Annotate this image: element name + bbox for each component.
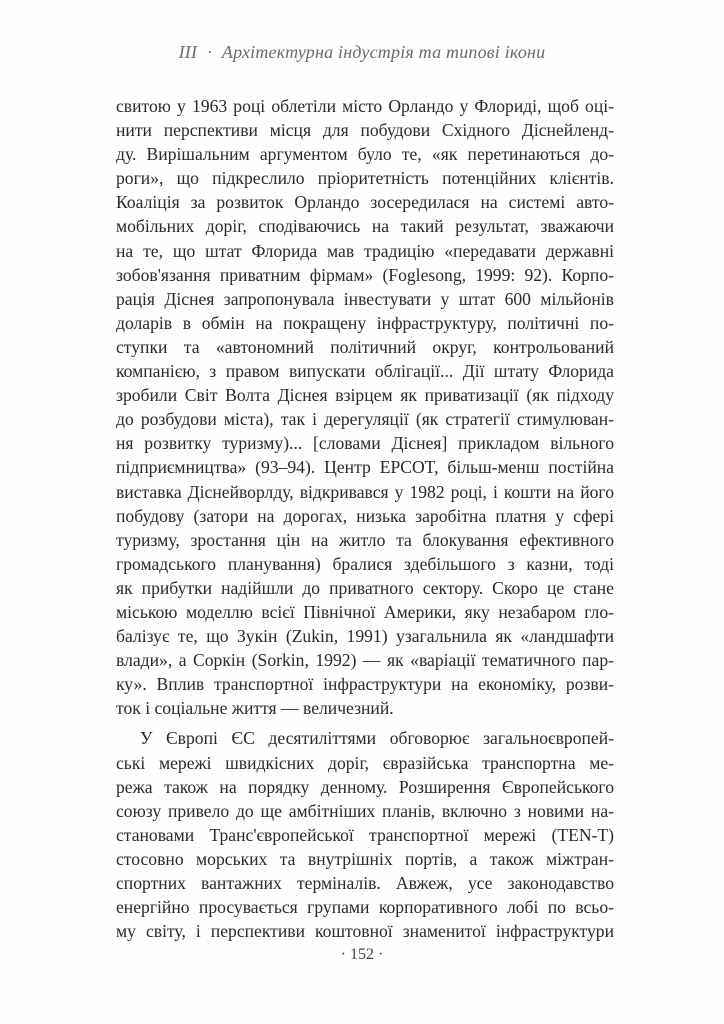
text-line: Коаліція за розвиток Орландо зосередилася на системі авто-: [116, 192, 614, 213]
text-line: громадського планування) бралися здебільшого з казни, тоді: [116, 553, 614, 574]
text-line: зробили Світ Волта Діснея взірцем як приватизації (як підходу: [116, 385, 614, 406]
text-line: ку». Вплив транспортної інфраструктури на економіку, розви-: [116, 674, 614, 695]
text-line: зобов'язання приватним фірмам» (Foglesong, 1999: 92). Корпо-: [116, 264, 614, 285]
text-line: як прибутки надійшли до приватного сектору. Скоро це стане: [116, 577, 614, 598]
text-line: енергійно просувається групами корпоративного лобі по всьо-: [116, 897, 614, 918]
running-head-separator: ·: [207, 42, 212, 62]
text-line: му світу, і перспективи коштовної знаменитої інфраструктури: [116, 921, 614, 942]
paragraph: [116, 94, 614, 720]
text-line: компанією, з правом випускати облігації... Дії штату Флорида: [116, 361, 614, 382]
text-line: ські мережі швидкісних доріг, євразійська транспортна ме-: [116, 752, 614, 773]
text-line: до розбудови міста), так і дерегуляції (як стратегії стимулюван-: [116, 409, 614, 430]
text-line: підприємництва» (93–94). Центр EPCOT, більш-менш постійна: [116, 457, 614, 478]
text-line: ступки та «автономний політичний округ, контрольований: [116, 336, 614, 357]
text-line: У Європі ЄС десятиліттями обговорює загальноєвропей-: [140, 728, 614, 749]
paragraph: [116, 726, 614, 943]
text-line: на те, що штат Флорида мав традицію «передавати державні: [116, 240, 614, 261]
text-line: нити перспективи місця для побудови Східного Діснейленд-: [116, 120, 614, 141]
chapter-title: Архітектурна індустрія та типові ікони: [221, 42, 546, 62]
text-line: побудову (затори на дорогах, низька заробітна платня у сфері: [116, 505, 614, 526]
running-head: [0, 42, 724, 63]
page-number: · 152 ·: [340, 946, 384, 963]
text-line: влади», а Соркін (Sorkin, 1992) — як «варіації тематичного пар-: [116, 650, 614, 671]
text-line: ток і соціальне життя — величезний.: [116, 698, 394, 719]
text-line: туризму, зростання цін на житло та блокування ефективного: [116, 529, 614, 550]
text-line: стосовно морських та внутрішніх портів, а також міжтран-: [116, 848, 614, 869]
text-line: союзу привело до ще амбітніших планів, включно з новими на-: [116, 800, 614, 821]
text-line: ду. Вирішальним аргументом було те, «як перетинаються до-: [116, 144, 614, 165]
chapter-number: III: [178, 42, 198, 62]
body-text: [116, 94, 614, 943]
text-line: становами Транс'європейської транспортної мережі (TEN-T): [116, 824, 614, 845]
text-line: балізує те, що Зукін (Zukin, 1991) узагальнила як «ландшафти: [116, 626, 614, 647]
text-line: рація Діснея запропонувала інвестувати у штат 600 мільйонів: [116, 288, 614, 309]
text-line: режа також на порядку денному. Розширення Європейського: [116, 776, 614, 797]
text-line: виставка Діснейворлду, відкривався у 1982 році, і кошти на його: [116, 481, 614, 502]
text-line: спортних вантажних терміналів. Авжеж, усе законодавство: [116, 873, 614, 893]
text-line: міською моделлю всієї Північної Америки, яку незабаром гло-: [116, 601, 614, 622]
text-line: свитою у 1963 році облетіли місто Орландо у Флориді, щоб оці-: [116, 96, 614, 116]
text-line: ня розвитку туризму)... [словами Діснея] прикладом вільного: [116, 433, 614, 454]
text-line: доларів в обмін на покращену інфраструктуру, політичні по-: [116, 312, 614, 333]
text-line: роги», що підкреслило пріоритетність потенційних клієнтів.: [116, 168, 614, 189]
text-line: мобільних доріг, сподіваючись на такий результат, зважаючи: [116, 216, 614, 237]
